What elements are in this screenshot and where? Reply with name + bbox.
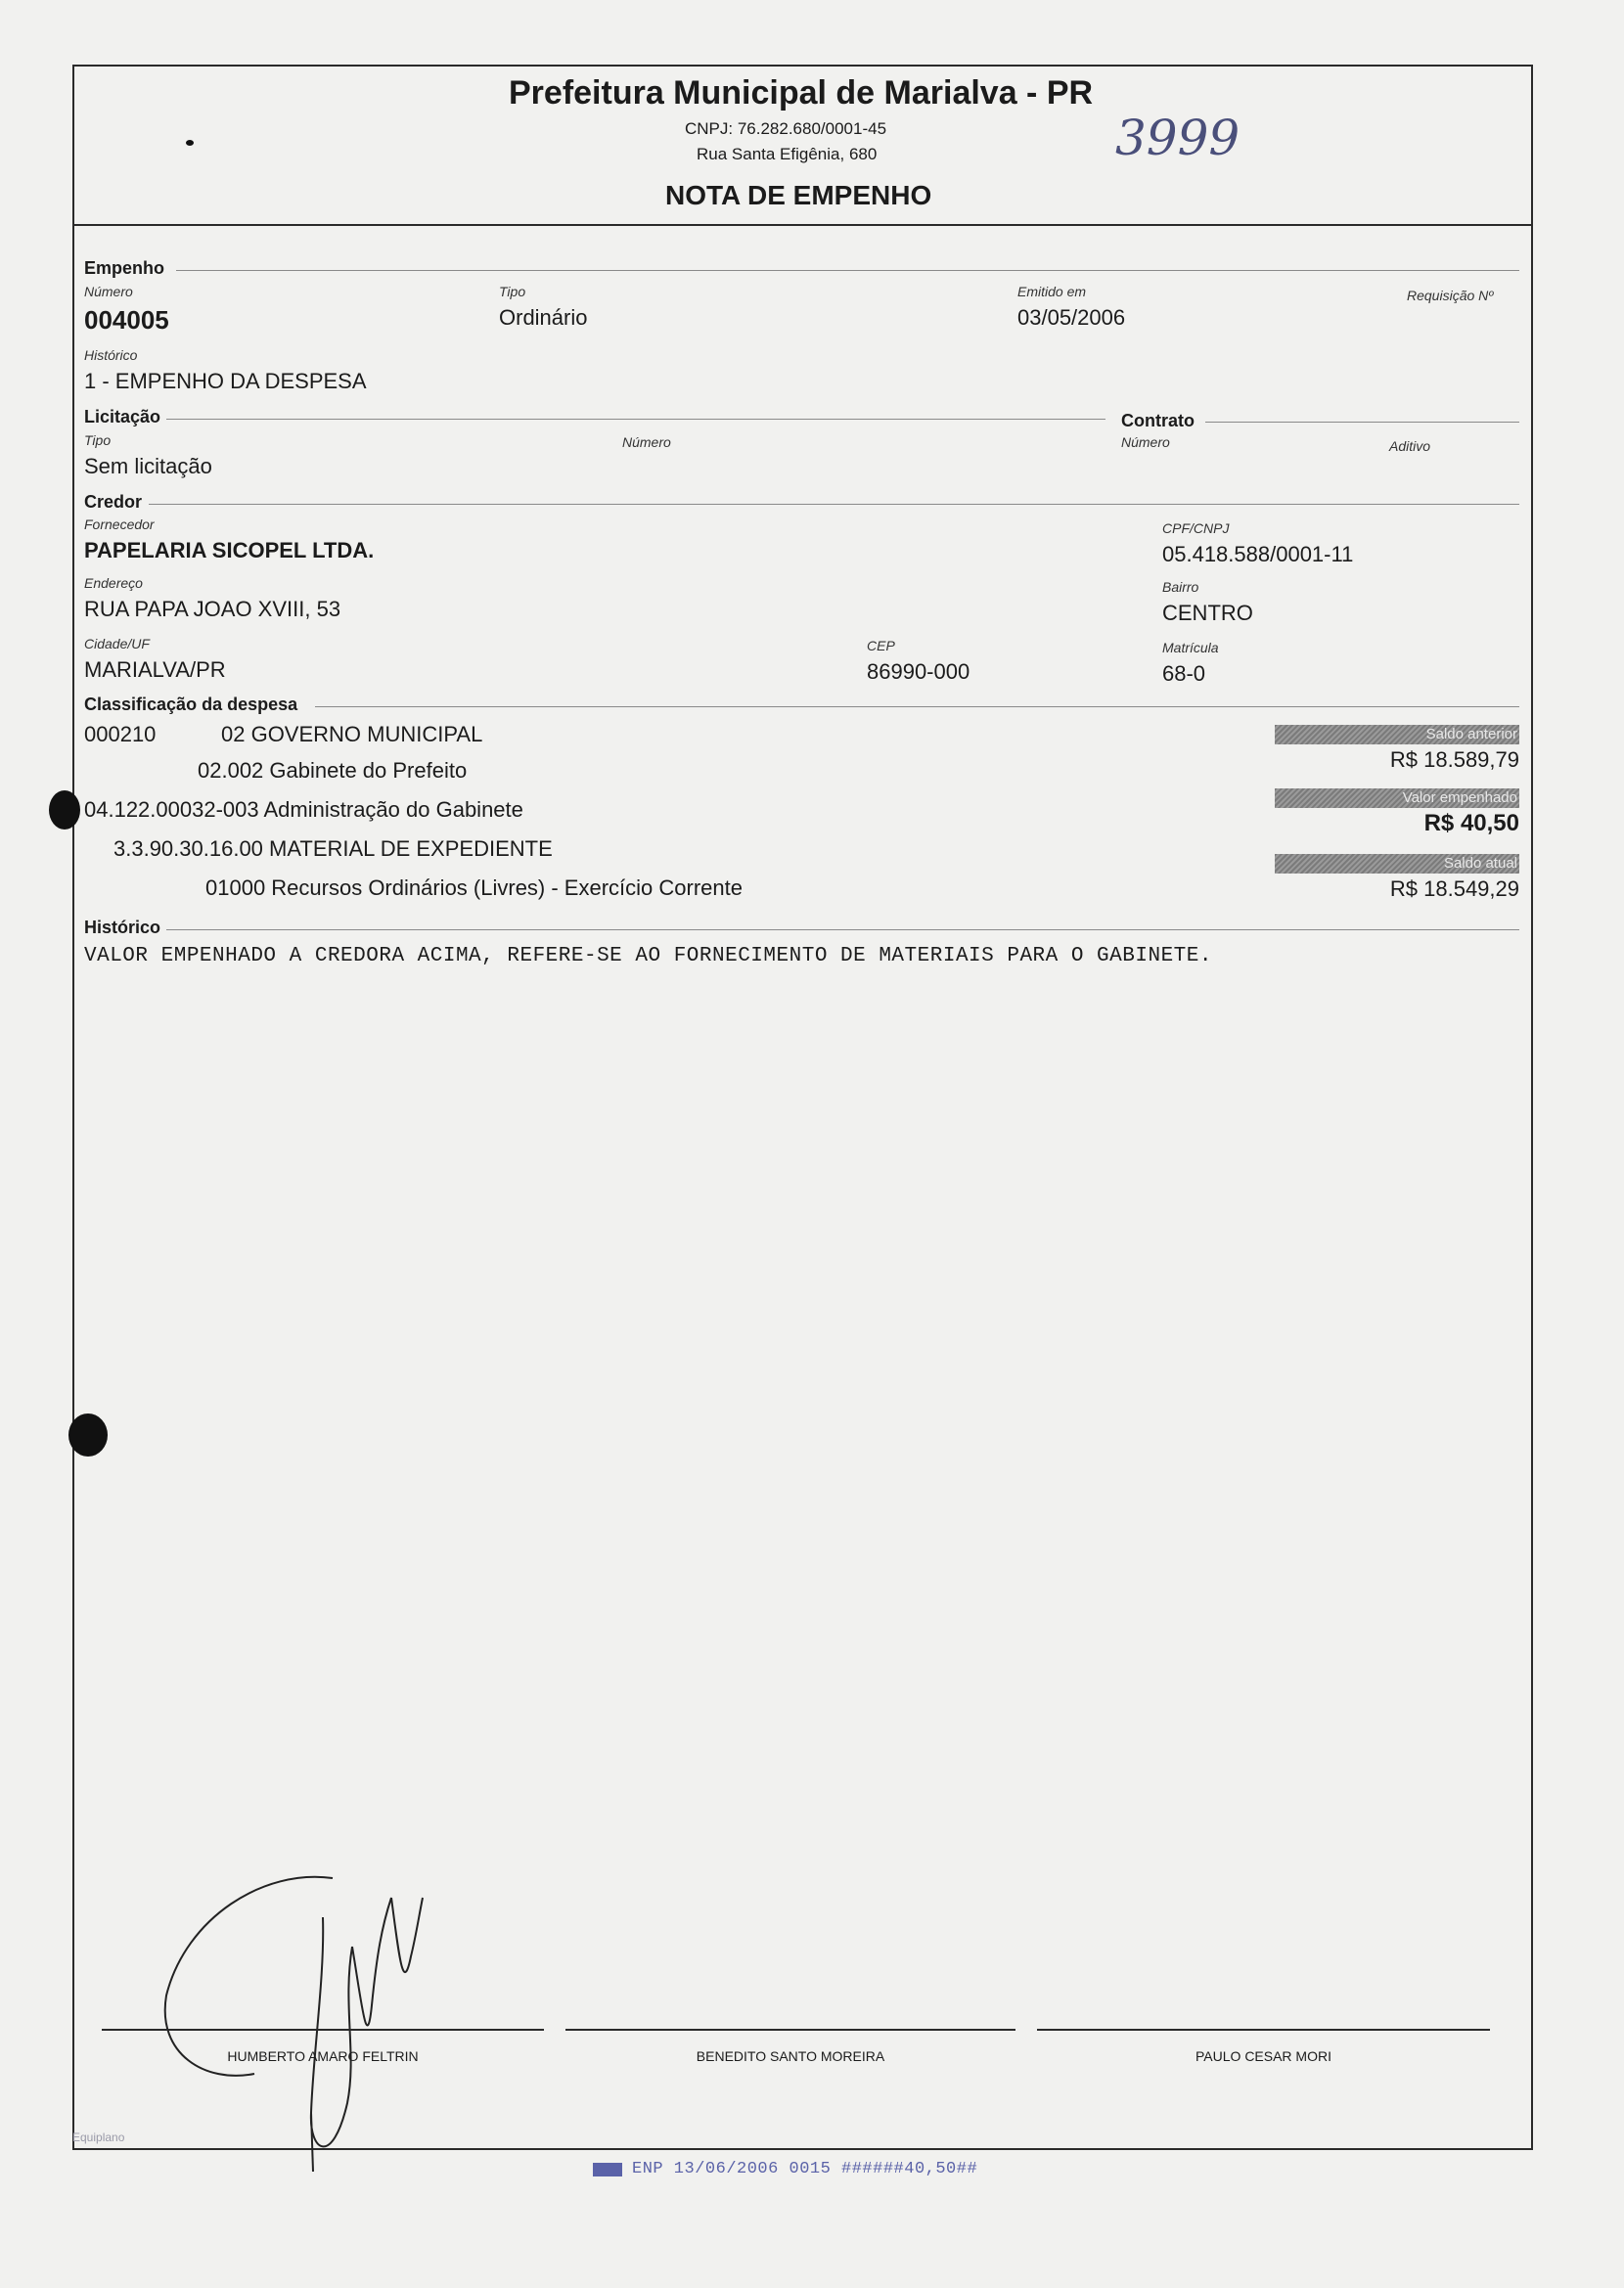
stamp-logo — [593, 2163, 622, 2176]
section-credor: Credor — [84, 492, 143, 512]
saldo-atual-value: R$ 18.549,29 — [1389, 876, 1519, 901]
label-cpf: CPF/CNPJ — [1162, 520, 1230, 536]
org-title: Prefeitura Municipal de Marialva - PR — [509, 74, 1094, 112]
label-historico: Histórico — [84, 347, 138, 363]
classificacao-orgao: 02 GOVERNO MUNICIPAL — [221, 722, 483, 746]
section-rule — [149, 504, 1519, 505]
label-bairro: Bairro — [1162, 579, 1199, 595]
empenho-tipo: Ordinário — [499, 305, 588, 330]
label-matricula: Matrícula — [1162, 640, 1219, 655]
label-numero: Número — [84, 284, 133, 299]
valor-empenhado-label: Valor empenhado — [1402, 789, 1517, 806]
credor-matricula: 68-0 — [1162, 661, 1206, 686]
signature-line — [102, 2029, 544, 2031]
signature-name-2: BENEDITO SANTO MOREIRA — [696, 2048, 885, 2064]
licitacao-tipo: Sem licitação — [84, 454, 212, 478]
label-cep: CEP — [867, 638, 895, 653]
label-tipo: Tipo — [499, 284, 526, 299]
credor-cpf: 05.418.588/0001-11 — [1162, 542, 1354, 566]
signature-line — [1037, 2029, 1490, 2031]
saldo-atual-label: Saldo atual — [1443, 855, 1517, 872]
credor-bairro: CENTRO — [1162, 601, 1253, 625]
org-cnpj: CNPJ: 76.282.680/0001-45 — [685, 119, 887, 138]
signature-scribble — [147, 1859, 440, 2181]
header-divider — [72, 224, 1533, 226]
section-licitacao: Licitação — [84, 407, 161, 426]
classificacao-code: 000210 — [84, 722, 157, 746]
label-emitido: Emitido em — [1017, 284, 1087, 299]
software-label: Equiplano — [72, 2131, 125, 2144]
saldo-anterior-value: R$ 18.589,79 — [1389, 747, 1519, 772]
org-address: Rua Santa Efigênia, 680 — [697, 145, 878, 163]
scan-speck — [186, 140, 194, 146]
section-empenho: Empenho — [84, 258, 165, 278]
credor-cep: 86990-000 — [867, 659, 970, 684]
section-classificacao: Classificação da despesa — [84, 695, 298, 714]
section-rule — [176, 270, 1519, 271]
section-rule — [166, 929, 1519, 930]
label-contrato-numero: Número — [1121, 434, 1170, 450]
punch-hole — [49, 790, 80, 830]
empenho-emitido: 03/05/2006 — [1017, 305, 1126, 330]
section-rule — [1205, 422, 1519, 423]
classificacao-unidade: 02.002 Gabinete do Prefeito — [198, 758, 468, 783]
classificacao-funcional: 04.122.00032-003 Administração do Gabinete — [84, 797, 523, 822]
document-title: NOTA DE EMPENHO — [665, 180, 932, 210]
empenho-historico: 1 - EMPENHO DA DESPESA — [84, 369, 367, 393]
classificacao-fonte: 01000 Recursos Ordinários (Livres) - Exercício Corrente — [205, 875, 743, 900]
punch-hole — [68, 1413, 108, 1457]
label-licitacao-tipo: Tipo — [84, 432, 112, 448]
print-stamp: ENP 13/06/2006 0015 ######40,50## — [632, 2160, 978, 2178]
label-requisicao: Requisição Nº — [1407, 288, 1494, 303]
classificacao-elemento: 3.3.90.30.16.00 MATERIAL DE EXPEDIENTE — [113, 836, 553, 861]
valor-empenhado-value: R$ 40,50 — [1423, 810, 1519, 836]
historico-text: VALOR EMPENHADO A CREDORA ACIMA, REFERE-SE AO FORNECIMENTO DE MATERIAIS PARA O GABINETE. — [84, 945, 1212, 967]
signature-name-3: PAULO CESAR MORI — [1195, 2048, 1331, 2064]
label-licitacao-numero: Número — [622, 434, 671, 450]
handwritten-number: 3999 — [1115, 110, 1241, 166]
signature-name-1: HUMBERTO AMARO FELTRIN — [227, 2048, 419, 2064]
empenho-numero: 004005 — [84, 305, 169, 335]
credor-fornecedor: PAPELARIA SICOPEL LTDA. — [84, 538, 375, 562]
label-contrato-aditivo: Aditivo — [1389, 438, 1431, 454]
signature-line — [565, 2029, 1015, 2031]
label-endereco: Endereço — [84, 575, 143, 591]
section-historico: Histórico — [84, 918, 161, 937]
section-rule — [166, 419, 1105, 420]
credor-cidade: MARIALVA/PR — [84, 657, 226, 682]
label-fornecedor: Fornecedor — [84, 516, 155, 532]
section-contrato: Contrato — [1121, 411, 1195, 430]
saldo-anterior-label: Saldo anterior — [1425, 726, 1517, 742]
section-rule — [315, 706, 1519, 707]
credor-endereco: RUA PAPA JOAO XVIII, 53 — [84, 597, 341, 621]
label-cidade: Cidade/UF — [84, 636, 150, 651]
